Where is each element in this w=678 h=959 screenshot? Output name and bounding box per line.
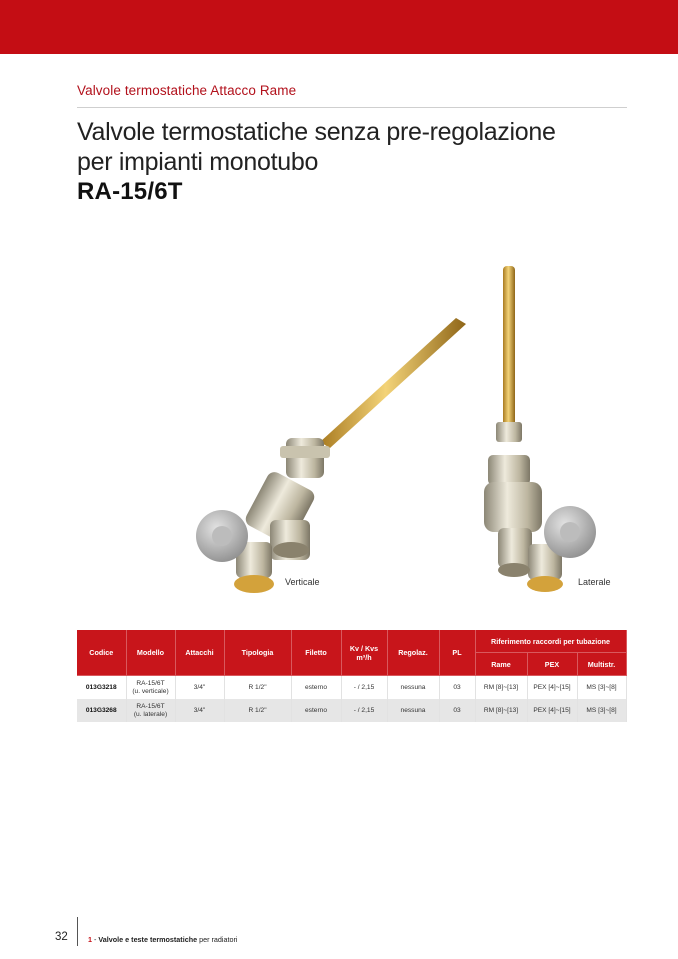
col-codice: Codice bbox=[77, 630, 126, 676]
product-code: RA-15/6T bbox=[77, 178, 183, 205]
cell-modello-variant: (u. laterale) bbox=[133, 710, 168, 718]
col-multistr: Multistr. bbox=[577, 653, 626, 676]
cell-modello-variant: (u. verticale) bbox=[132, 687, 169, 695]
col-kv bbox=[341, 630, 387, 676]
cell-tipologia: R 1/2" bbox=[224, 676, 291, 700]
cell-pex: PEX [4]~[15] bbox=[527, 699, 577, 722]
caption-vertical: Verticale bbox=[285, 577, 320, 587]
cell-modello-name: RA-15/6T bbox=[136, 702, 165, 710]
cell-attacchi: 3/4" bbox=[175, 699, 224, 722]
section-title: Valvole termostatiche Attacco Rame bbox=[77, 83, 297, 98]
cell-tipologia: R 1/2" bbox=[224, 699, 291, 722]
cell-codice: 013G3268 bbox=[77, 699, 126, 722]
vertical-valve-image bbox=[196, 318, 466, 593]
col-group-raccordi: Riferimento raccordi per tubazione bbox=[475, 630, 626, 653]
col-pex: PEX bbox=[527, 653, 577, 676]
caption-lateral: Laterale bbox=[578, 577, 611, 587]
col-modello: Modello bbox=[126, 630, 175, 676]
title-line-2: per impianti monotubo bbox=[77, 148, 319, 176]
cell-attacchi: 3/4" bbox=[175, 676, 224, 700]
cell-rame: RM [8]~[13] bbox=[475, 699, 527, 722]
cell-pex: PEX [4]~[15] bbox=[527, 676, 577, 700]
cell-multistr: MS [3]~[8] bbox=[577, 699, 626, 722]
col-regolaz: Regolaz. bbox=[387, 630, 439, 676]
page-title bbox=[77, 117, 556, 177]
cell-filetto: esterno bbox=[291, 699, 341, 722]
cell-pl: 03 bbox=[439, 699, 475, 722]
cell-regolaz: nessuna bbox=[387, 699, 439, 722]
col-tipologia: Tipologia bbox=[224, 630, 291, 676]
top-banner bbox=[0, 0, 678, 54]
col-kv-label: Kv / Kvs bbox=[349, 643, 379, 653]
cell-pl: 03 bbox=[439, 676, 475, 700]
cell-modello bbox=[126, 676, 175, 700]
footer-chapter bbox=[88, 935, 237, 944]
col-filetto: Filetto bbox=[291, 630, 341, 676]
footer-divider bbox=[77, 917, 78, 946]
title-line-1: Valvole termostatiche senza pre-regolazione bbox=[77, 118, 556, 146]
spec-table bbox=[77, 630, 627, 722]
page-number: 32 bbox=[55, 931, 68, 943]
cell-kv: - / 2,15 bbox=[341, 699, 387, 722]
cell-kv: - / 2,15 bbox=[341, 676, 387, 700]
valve-illustration bbox=[150, 250, 630, 610]
cell-modello bbox=[126, 699, 175, 722]
col-attacchi: Attacchi bbox=[175, 630, 224, 676]
chapter-separator: - bbox=[94, 935, 97, 944]
cell-multistr: MS [3]~[8] bbox=[577, 676, 626, 700]
cell-codice: 013G3218 bbox=[77, 676, 126, 700]
table-row bbox=[77, 699, 626, 722]
divider bbox=[77, 107, 627, 108]
col-pl: PL bbox=[439, 630, 475, 676]
chapter-title: Valvole e teste termostatiche bbox=[98, 935, 198, 944]
col-rame: Rame bbox=[475, 653, 527, 676]
col-kv-unit: m³/h bbox=[356, 652, 372, 662]
table-row bbox=[77, 676, 626, 700]
chapter-subtitle: per radiatori bbox=[199, 935, 238, 944]
cell-filetto: esterno bbox=[291, 676, 341, 700]
cell-rame: RM [8]~[13] bbox=[475, 676, 527, 700]
chapter-number: 1 bbox=[88, 935, 92, 944]
cell-modello-name: RA-15/6T bbox=[136, 679, 165, 687]
lateral-valve-image bbox=[484, 266, 596, 592]
cell-regolaz: nessuna bbox=[387, 676, 439, 700]
